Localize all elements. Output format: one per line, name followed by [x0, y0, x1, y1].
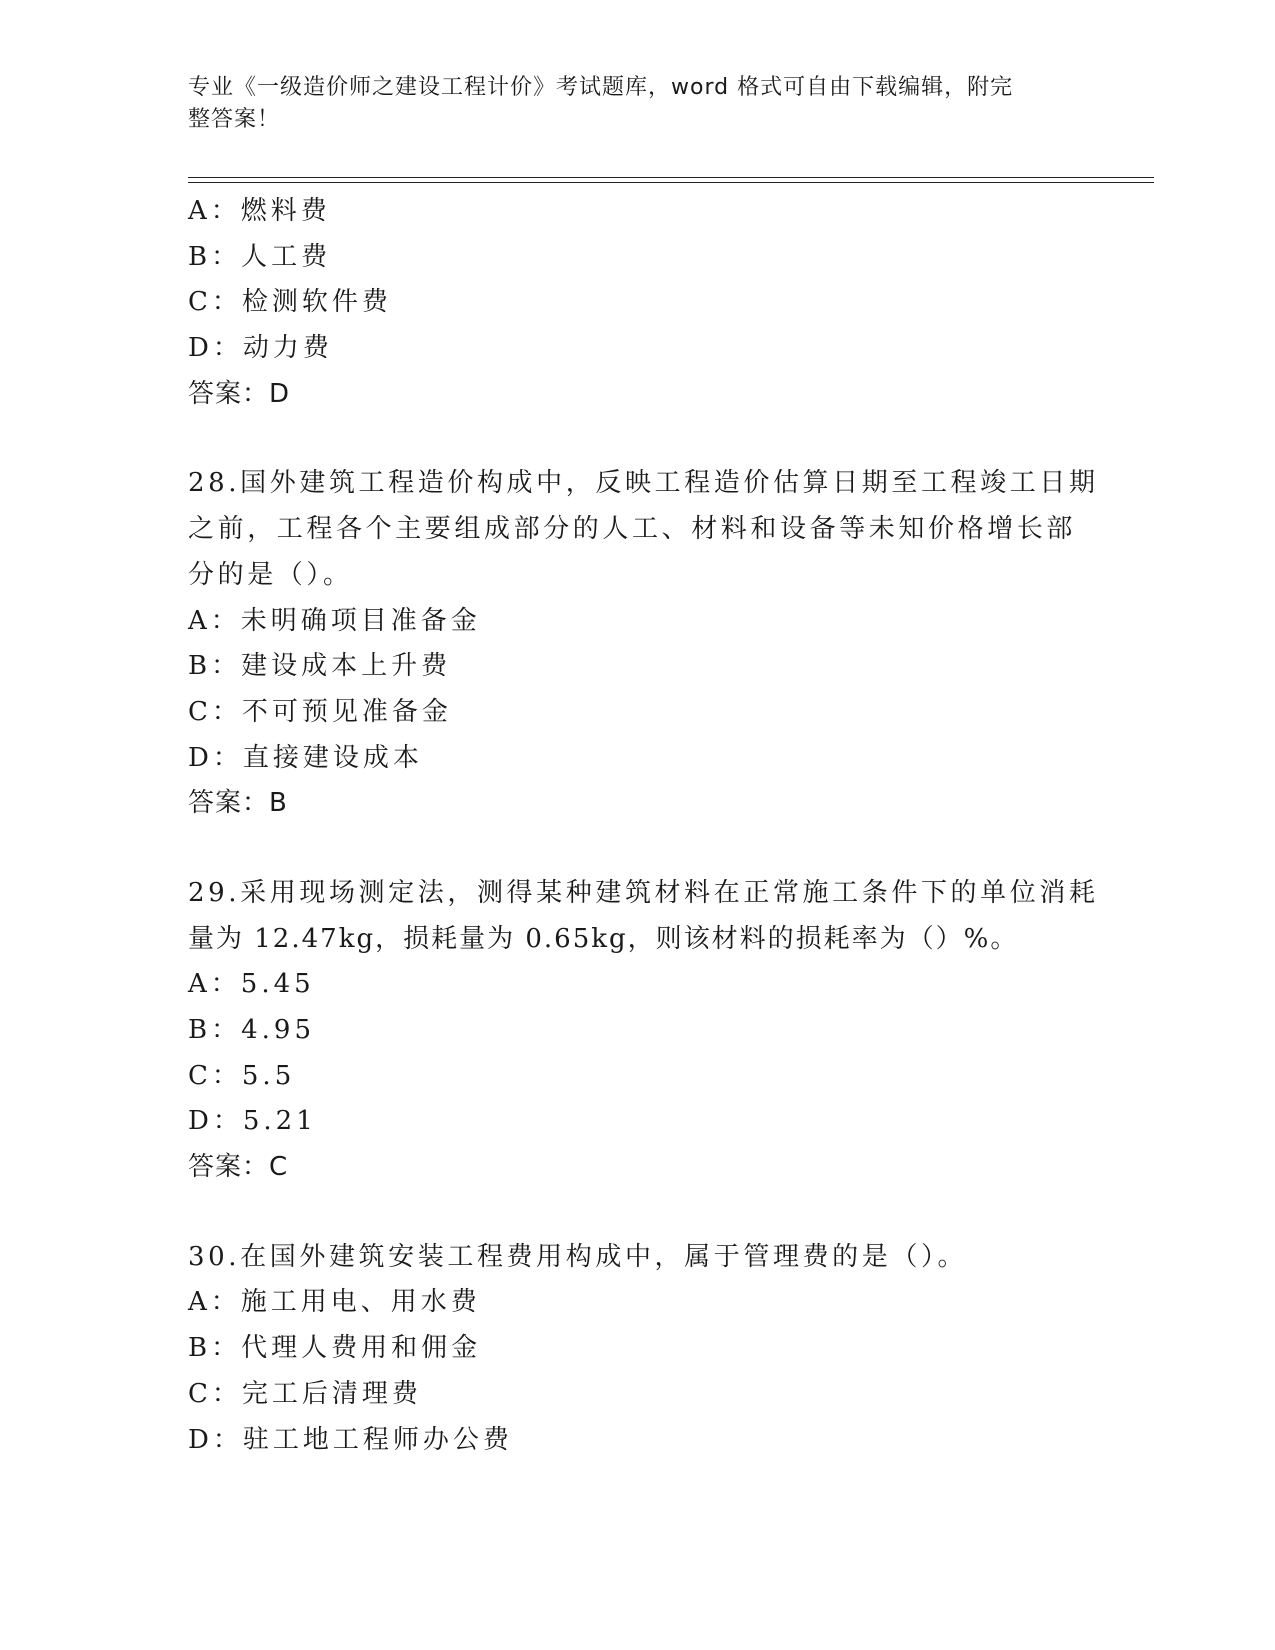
- stem-line: 之前，工程各个主要组成部分的人工、材料和设备等未知价格增长部: [188, 514, 1077, 545]
- option-c: C：5.5: [188, 1060, 296, 1091]
- document-header: [188, 72, 1088, 136]
- question-stem: [188, 871, 1099, 962]
- stem-line: 28.国外建筑工程造价构成中，反映工程造价估算日期至工程竣工日期: [188, 468, 1099, 499]
- option-b: B：代理人费用和佣金: [188, 1333, 482, 1364]
- option-d: D：驻工地工程师办公费: [188, 1424, 513, 1455]
- option-c: C：检测软件费: [188, 287, 392, 318]
- option-d: D：直接建设成本: [188, 742, 423, 773]
- question-list: [188, 189, 1099, 1463]
- option-a: A：未明确项目准备金: [188, 605, 481, 636]
- question-30: [188, 1235, 1088, 1463]
- stem-line: 30.在国外建筑安装工程费用构成中，属于管理费的是（）。: [188, 1241, 968, 1272]
- header-line-1: 专业《一级造价师之建设工程计价》考试题库，word 格式可自由下载编辑，附完: [188, 75, 1014, 100]
- header-line-2: 整答案！: [188, 107, 281, 132]
- option-a: A：燃料费: [188, 196, 331, 226]
- option-a: A：施工用电、用水费: [188, 1287, 481, 1318]
- option-d: D：5.21: [188, 1106, 317, 1137]
- question-stem: [188, 461, 1099, 598]
- option-b: B：4.95: [188, 1015, 315, 1045]
- option-c: C：不可预见准备金: [188, 696, 452, 727]
- header-divider-top: [188, 177, 1154, 178]
- answer: 答案：D: [188, 378, 291, 409]
- question-27: [188, 189, 1088, 417]
- option-c: C：完工后清理费: [188, 1378, 422, 1409]
- stem-line: 分的是（）。: [188, 559, 353, 590]
- question-29: [188, 871, 1099, 1191]
- answer: 答案：C: [188, 1152, 289, 1183]
- stem-line: 量为 12.47kg，损耗量为 0.65kg，则该材料的损耗率为（）%。: [188, 923, 1019, 954]
- question-stem: [188, 1235, 1088, 1281]
- option-b: B：人工费: [188, 241, 332, 272]
- option-b: B：建设成本上升费: [188, 651, 452, 682]
- header-divider-bottom: [188, 182, 1154, 183]
- option-d: D：动力费: [188, 333, 333, 364]
- stem-line: 29.采用现场测定法，测得某种建筑材料在正常施工条件下的单位消耗: [188, 877, 1099, 908]
- question-28: [188, 461, 1099, 827]
- option-a: A：5.45: [188, 969, 315, 1000]
- answer: 答案：B: [188, 788, 288, 819]
